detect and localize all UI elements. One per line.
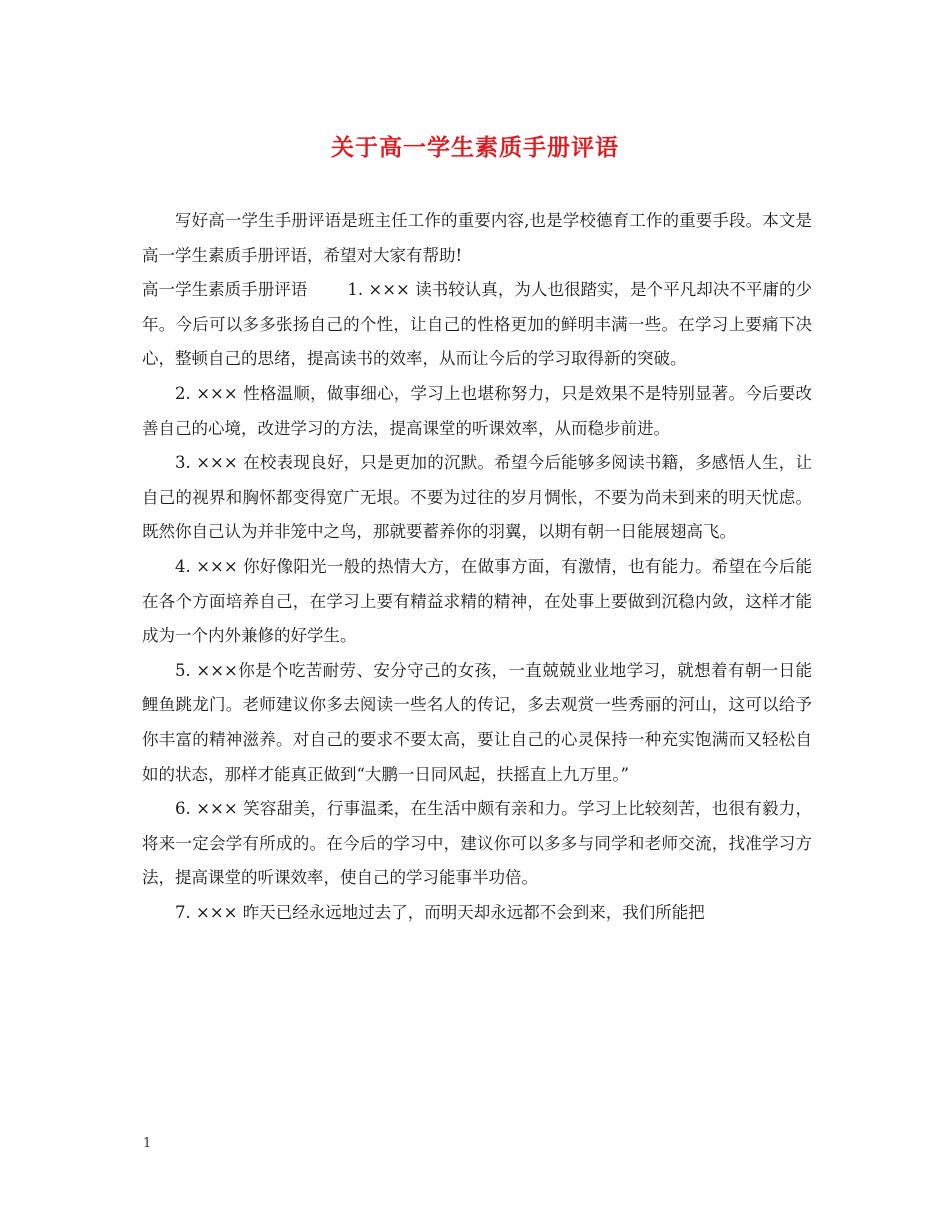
- comment-paragraph-3: 3. ××× 在校表现良好，只是更加的沉默。希望今后能够多阅读书籍，多感悟人生，让自己的视界和胸怀都变得宽广无垠。不要为过往的岁月惆怅，不要为尚未到来的明天忧虑。既然你自己认为并非笼中之鸟，那就要蓄养你的羽翼，以期有朝一日能展翅高飞。: [142, 453, 812, 542]
- document-body: [142, 204, 812, 930]
- section-first-line: [142, 273, 812, 377]
- section-label: 高一学生素质手册评语: [142, 280, 308, 300]
- comment-paragraph-5: 5. ×××你是个吃苦耐劳、安分守己的女孩，一直兢兢业业地学习，就想着有朝一日能鲤鱼跳龙门。老师建议你多去阅读一些名人的传记，多去观赏一些秀丽的河山，这可以给予你丰富的精神滋养。对自己的要求不要太高，要让自己的心灵保持一种充实饱满而又轻松自如的状态，那样才能真正做到“大鹏一日同风起，扶摇直上九万里。”: [142, 660, 812, 784]
- intro-paragraph: 写好高一学生手册评语是班主任工作的重要内容,也是学校德育工作的重要手段。本文是高一学生素质手册评语，希望对大家有帮助!: [142, 211, 812, 265]
- comment-paragraph-6: 6. ××× 笑容甜美，行事温柔，在生活中颇有亲和力。学习上比较刻苦，也很有毅力，将来一定会学有所成的。在今后的学习中，建议你可以多多与同学和老师交流，找准学习方法，提高课堂的听课效率，使自己的学习能事半功倍。: [142, 799, 812, 888]
- page-number: 1: [143, 1136, 152, 1151]
- comment-paragraph-7: 7. ××× 昨天已经永远地过去了，而明天却永远都不会到来，我们所能把: [175, 902, 705, 922]
- document-title: 关于高一学生素质手册评语: [331, 134, 619, 161]
- comment-paragraph-1: 1. ××× 读书较认真，为人也很踏实，是个平凡却决不平庸的少年。今后可以多多张扬自己的个性，让自己的性格更加的鲜明丰满一些。在学习上要痛下决心，整顿自己的思绪，提高读书的效率，从而让今后的学习取得新的突破。: [142, 280, 812, 369]
- comment-paragraph-4: 4. ××× 你好像阳光一般的热情大方，在做事方面，有激情，也有能力。希望在今后能在各个方面培养自己，在学习上要有精益求精的精神，在处事上要做到沉稳内敛，这样才能成为一个内外兼修的好学生。: [142, 556, 812, 646]
- comment-paragraph-2: 2. ××× 性格温顺，做事细心，学习上也堪称努力，只是效果不是特别显著。今后要改善自己的心境，改进学习的方法，提高课堂的听课效率，从而稳步前进。: [142, 383, 812, 438]
